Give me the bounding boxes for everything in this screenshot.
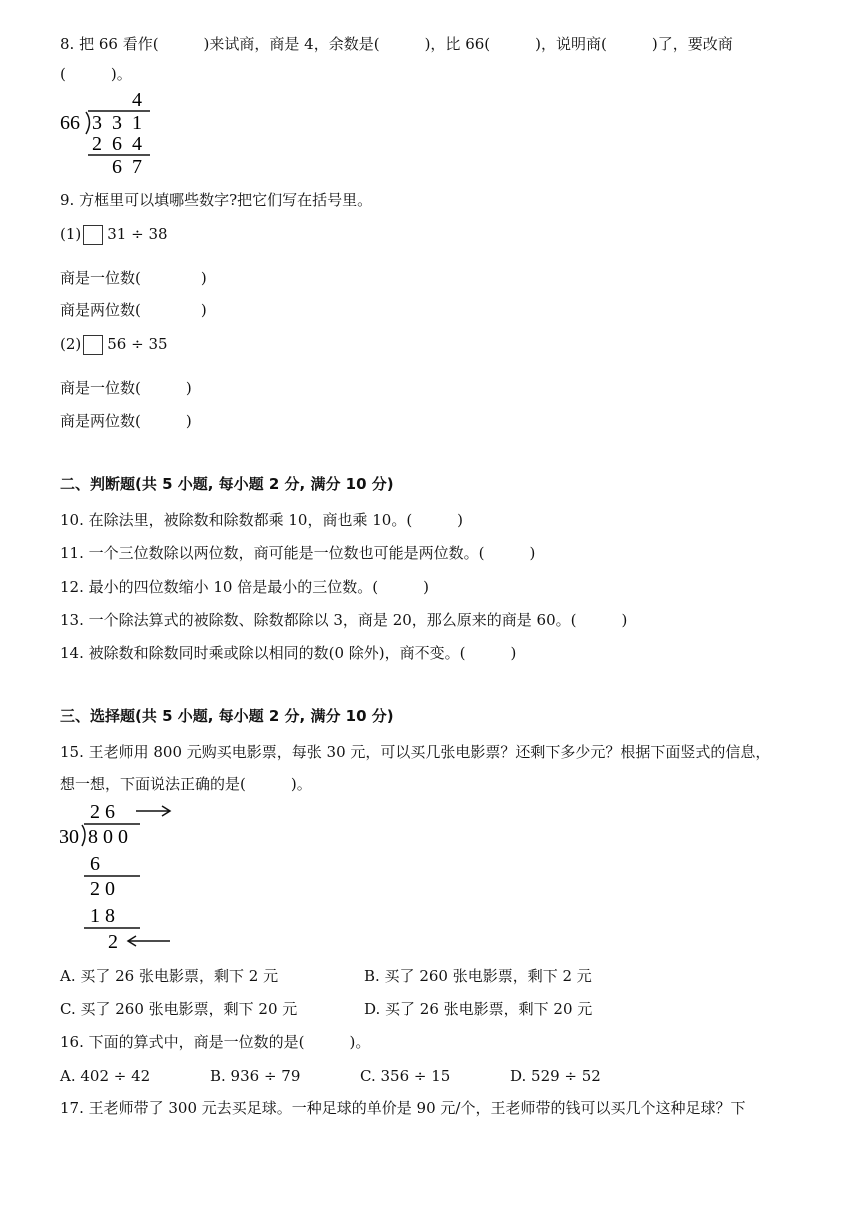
q16-option-c[interactable]: C. 356 ÷ 15 (360, 1067, 451, 1085)
q8-dividend-d3: 1 (132, 112, 142, 134)
q9-p2-prefix: (2) (60, 335, 82, 353)
q8-remainder-d1: 6 (112, 156, 122, 178)
q9-p1-expression: 31 ÷ 38 (107, 225, 168, 243)
q15-option-d[interactable]: D. 买了 26 张电影票，剩下 20 元 (364, 1000, 593, 1018)
q8-divisor: 66 (60, 112, 80, 134)
q9-p2-b: 商是两位数( ) (60, 412, 192, 430)
section2-heading: 二、判断题(共 5 小题, 每小题 2 分, 满分 10 分) (60, 475, 394, 493)
q9-p1-b: 商是两位数( ) (60, 301, 207, 319)
q15-quotient: 26 (90, 801, 120, 823)
q15-step3: 18 (90, 905, 120, 927)
q11: 11. 一个三位数除以两位数，商可能是一位数也可能是两位数。( ) (60, 544, 536, 562)
q8-dividend-d1: 3 (92, 112, 102, 134)
q15-option-a[interactable]: A. 买了 26 张电影票，剩下 2 元 (60, 967, 279, 985)
q8-quotient: 4 (132, 89, 142, 111)
q9-p1-prefix: (1) (60, 225, 82, 243)
q16-title: 16. 下面的算式中，商是一位数的是( )。 (60, 1033, 371, 1051)
q15-long-division (58, 796, 188, 956)
q15-dividend: 800 (88, 826, 133, 848)
q15-option-c[interactable]: C. 买了 260 张电影票，剩下 20 元 (60, 1000, 298, 1018)
q9-title: 9. 方框里可以填哪些数字?把它们写在括号里。 (60, 191, 373, 209)
q8-product-d2: 6 (112, 133, 122, 155)
q8-product-d3: 4 (132, 133, 142, 155)
q15-option-b[interactable]: B. 买了 260 张电影票，剩下 2 元 (364, 967, 592, 985)
q15-step4: 2 (108, 931, 118, 953)
q10: 10. 在除法里，被除数和除数都乘 10，商也乘 10。( ) (60, 511, 464, 529)
q8-product-d1: 2 (92, 133, 102, 155)
q9-p2-blank-box[interactable] (83, 335, 103, 355)
q15-divisor: 30 (59, 826, 79, 848)
q15-step1: 6 (90, 853, 100, 875)
q15-step2: 20 (90, 878, 120, 900)
q16-option-b[interactable]: B. 936 ÷ 79 (210, 1067, 301, 1085)
q9-p1-blank-box[interactable] (83, 225, 103, 245)
q9-p2-expr (60, 334, 168, 355)
q14: 14. 被除数和除数同时乘或除以相同的数(0 除外)，商不变。( ) (60, 644, 517, 662)
q8-remainder-d2: 7 (132, 156, 142, 178)
q9-p2-a: 商是一位数( ) (60, 379, 192, 397)
section3-heading: 三、选择题(共 5 小题, 每小题 2 分, 满分 10 分) (60, 707, 394, 725)
q9-p2-expression: 56 ÷ 35 (107, 335, 168, 353)
q17-line1: 17. 王老师带了 300 元去买足球。一种足球的单价是 90 元/个，王老师带的钱可以买几个这种足球？下 (60, 1099, 746, 1117)
q16-option-a[interactable]: A. 402 ÷ 42 (60, 1067, 151, 1085)
q8-dividend-d2: 3 (112, 112, 122, 134)
q16-option-d[interactable]: D. 529 ÷ 52 (510, 1067, 601, 1085)
q8-line2: ( )。 (60, 65, 132, 83)
q13: 13. 一个除法算式的被除数、除数都除以 3，商是 20，那么原来的商是 60。( ) (60, 611, 628, 629)
q12: 12. 最小的四位数缩小 10 倍是最小的三位数。( ) (60, 578, 429, 596)
q8-long-division (58, 88, 168, 178)
q15-line2: 想一想，下面说法正确的是( )。 (60, 775, 312, 793)
q8-line1: 8. 把 66 看作( )来试商，商是 4，余数是( )，比 66( )，说明商( )了，要改商 (60, 35, 733, 53)
q9-p1-expr (60, 224, 168, 245)
q9-p1-a: 商是一位数( ) (60, 269, 207, 287)
q15-line1: 15. 王老师用 800 元购买电影票，每张 30 元，可以买几张电影票？还剩下多少元？根据下面竖式的信息， (60, 743, 771, 761)
